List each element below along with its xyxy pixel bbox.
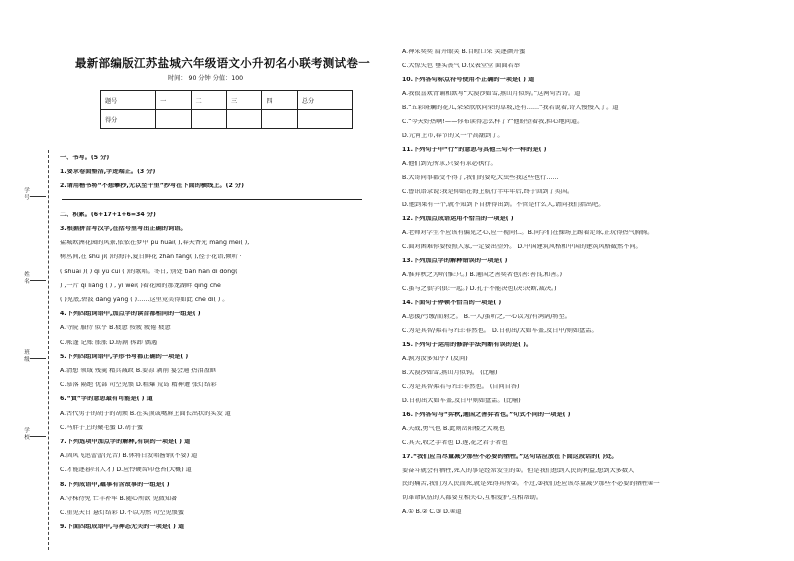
question-line: ) ,一片 qí liáng ( ) , yí wèi( )着花园的那龙湖畔 qīng chè [60,282,221,289]
question-line: 盐城欧洲花园的风景,依依在梦中 pū huái( ),春天香光 mǎng méi( ), [60,240,250,247]
question-line: 二、积累。(6+17+1+6=34 分) [60,211,156,218]
score-row-label: 得分 [101,110,156,129]
question-line: A.我很喜欢背诵和默写“大漠沙如雪,燕山月似钩。”这两句古诗。道 [402,90,581,97]
side-label-name: 姓名 [24,272,30,285]
score-table [100,90,353,129]
score-header-cell: 二 [191,91,226,110]
question-line: 17.“我们应当尽量减少那些不必要的牺牲。”这句话应放在下面这段话的( )处。 [402,453,618,460]
side-label-id: 学号 [24,188,30,201]
question-line: C.重见天日 悬灯结彩 D.不以为然 司空见惯蜜 [60,510,185,516]
question-line: 12.下列加点成语运用不恰当的一项是( ) [402,216,514,223]
side-underline [30,358,46,359]
question-line: A.老师对学生不应该有偏见之心,应一视同仁。B.同学们在操场上踢着足球,正玩得热气腾腾。 [402,230,654,237]
question-line: B.大漠沙如雪,燕山月似钩。 (比喻) [402,369,498,376]
question-line: A.思援/弓缴/而射之。 B.一人/虽听之,一心以为/有鸿鹄/将至。 [402,314,571,321]
question-line: C.其夫,收之手者也 D.莲,花之君子者也 [402,439,508,446]
question-line: A.孰为汝多知乎? (反问) [402,355,468,362]
question-line: 7.下列选项中加点字的解释,有误的一项是( ) 道 [60,439,191,445]
binding-line [48,150,49,550]
question-line: 2.请用楷书将“不想攀抄,无以至千里”抄写在下面的横线上。(2 分) [60,183,244,190]
question-line: 3.根据拼音写汉字,在括号里写出正确的词语。 [60,226,187,232]
score-cell [297,110,352,129]
question-line: ( shuāi )( ) qí yú cuì ( )的歌唱。冬日, 别处 tián hán dì dòng( [60,268,238,275]
side-underline [30,280,46,281]
side-label-school: 学校 [24,428,30,441]
question-line: C.为是其智弗若与?曰:非然也。 (自问自答) [402,383,520,390]
question-line: C.慕落 隔绝 优部 司空见惯 D.粗爆 荒岛 精神遭 张灯结彩 [60,382,217,389]
exam-info: 时间： 90 分钟 分值：100 [168,75,244,82]
question-line: 6.“賀”字的意思最有可能是( ) 道 [60,396,153,403]
question-line: A.① B.② C.③ D.④道 [402,509,462,516]
question-line: 15.下列句子运用的修辞手法判断有误的是( )。 [402,341,533,348]
side-underline [30,436,46,437]
score-cell [191,110,226,129]
question-line: A.寺院 服侍 似乎 B.疲惫 按疲 疲倦 疲惫 [60,325,171,332]
question-line: A.守株待免 亡羊补牢 B.随心所欲 见微知著 [60,495,178,502]
question-line: A.固风飞迅蕾蕾(充音) B.休将白发唱酱销(不要) 道 [60,453,198,460]
score-cell [226,110,261,129]
question-line: A.古代男子的胡子的胡须 B.在头顶或嘴唇上面长出状的头发 道 [60,410,231,417]
question-line: 树丛间,在 shǔ jí( )的海洋,夏日鲜花 zhǎn fàng( ),径子花语,倾听 · [60,254,242,261]
question-line: B.“五彩斑斓的花儿,朵朵欣欣向荣的草坡,还有……”我若说着,诗人慢慢入了。道 [402,104,619,111]
score-header-cell: 总分 [297,91,352,110]
question-line: 11.下列句子中“行”的意思与其他三句不一样的是( ) [402,146,547,153]
question-line: 民的痛苦,我们为人民而死,就是死得其所②。不过,③我们还应该尽量减少那些不必要的牺牲④一 [402,481,660,488]
question-line: C.鲁讯语录说:我是仰站在海上航行半年年后,终于回到了英国。 [402,188,574,195]
question-line: A.他们到先所求,只要有求必执行。 [402,160,497,167]
score-header-cell: 题号 [101,91,156,110]
question-line: 8.下列成语中,蕴事有含故事的一组是( ) [60,481,170,488]
score-header-cell: 四 [262,91,297,110]
question-line: C.为是其智/弗若与?曰:非然也。 D.日初出/大如车盖,及日中/则如盘盂。 [402,328,598,334]
question-line: 1.要求卷面整洁,字迹端正。(3 分) [60,169,156,176]
score-cell [156,110,191,129]
question-line: C.马胖子上的聚毛蜜 D.胡子蜜 [60,424,144,431]
copy-answer-line [62,199,362,200]
question-line: 5.下列四组词语中,字形书写都正确的一项是( ) [60,353,189,360]
page-title: 最新部编版江苏盐城六年级语文小升初名小联考测试卷一 [75,56,370,70]
question-line: 要奋斗就会有牺牲,死人的事是经常发生的①。但是我们想到人民的利益,想到大多数人 [402,467,635,474]
question-line: C.大惊失色 垂头丧气 D.仪表堂堂 面面若举 [402,62,520,69]
question-line: A.惟弃秋之为听(惟:只。) B.通国之善奕者也(善:善良,和善。) [402,272,562,279]
question-line: 16.下列各句与“弈秋,通国之善弈者也。”句式不同的一项是( ) [402,411,571,418]
question-line: 9.下面四组成语中,与神态无关的一项是( ) 道 [60,524,185,531]
score-table-row [101,110,353,129]
question-line: 14.下面句子停顿不恰当的一项是( ) [402,300,502,307]
question-line: D.元宵上市,春节的又一个高潮到了。 [402,132,504,139]
question-line: D.日初出大如车盖,及日中则如盘盂。(比喻) [402,397,521,404]
question-line: 一、书写。(5 分) [60,155,110,161]
question-line: D.他到果有一个,就不知到下自拼得出到。不管是什么人,请向我们指出吧。 [402,202,605,209]
score-cell [262,110,297,129]
question-line: C.帐篷 记账 胀胀 D.昉剧 拆卸 偶遇 [60,339,158,346]
question-line: A.神采奕奕 肩开眼笑 B.目瞪口呆 笑逐颜开蜜 [402,49,526,55]
question-line: 切革命队伍的人都要互相关心,互相爱护,互相帮助。 [402,495,543,502]
question-line: 10.下列各句标点符号使用不正确的一项是( ) 道 [402,76,535,83]
question-line: C.面对困难你要按照人家,一定要出望外。 D.中国建筑风格和中国的建筑风格截然不同。 [402,244,642,251]
score-header-cell: 三 [226,91,261,110]
question-line: B.大哥同事都受不得了,我们的要吃大虫些我这些也行…… [402,174,559,181]
score-header-cell: 一 [156,91,191,110]
question-line: C.才能逐暮归(人才) D.应怜硬齿印苍苔(大概) 道 [60,467,192,474]
question-line: A.清想 领域 残羹 精兵减政 B.要凉 剥削 宴会通 热泪盈眶 [60,368,217,374]
side-label-class: 班级 [24,350,30,363]
question-line: C.“今天好热啊!——你布读得怎么样了?”他盼望着我,担心地问道。 [402,118,584,125]
question-line: ( )见底,碧波 dàng yàng ( )……这里竟美得如此 chè dǐ( ) 。 [60,297,229,303]
question-line: 13.下列加点字的解释错误的一项是( ) [402,258,508,265]
score-table-header [101,91,353,110]
side-underline [30,196,46,197]
question-line: C.虽与之俱学(俱:一起。) D.孔子不能决也(决:决断,裁决。) [402,286,557,293]
question-line: A.夫战,勇气也 B.此则岳阳楼之大观也 [402,425,505,432]
question-line: 4.下列四组词语中,加点字的读音都相同的一组是( ) [60,311,201,318]
